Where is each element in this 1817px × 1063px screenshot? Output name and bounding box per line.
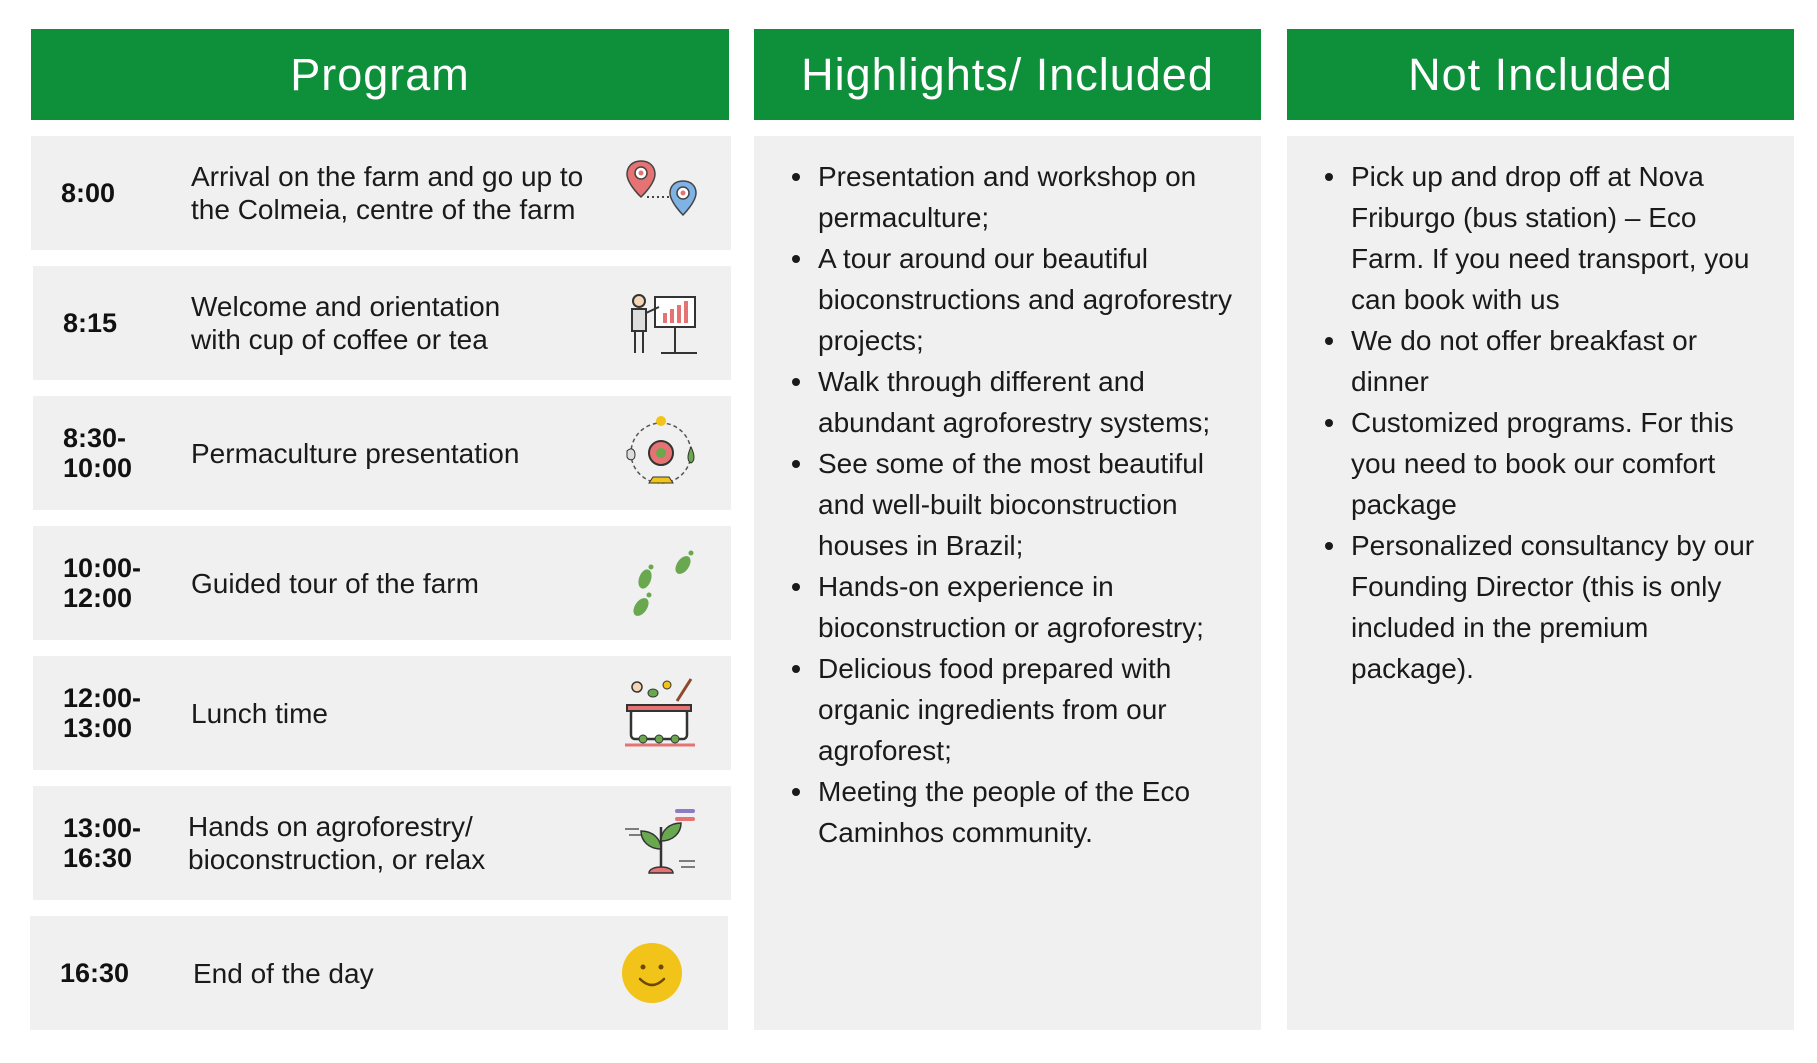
list-item: Customized programs. For this you need to book our comfort package: [1325, 402, 1774, 525]
smiley-face-icon: [612, 933, 692, 1013]
row-description: Lunch time: [191, 697, 328, 729]
row-description: Welcome and orientation with cup of coffee or tea: [191, 291, 501, 355]
not-included-panel: [1287, 136, 1794, 1030]
list-item: See some of the most beautiful and well-built bioconstruction houses in Brazil;: [792, 443, 1241, 566]
highlights-panel: [754, 136, 1261, 1030]
list-item: We do not offer breakfast or dinner: [1325, 320, 1774, 402]
program-row-1000: [33, 526, 731, 640]
list-item: Hands-on experience in bioconstruction or agroforestry;: [792, 566, 1241, 648]
row-description: Permaculture presentation: [191, 437, 520, 469]
cooking-pot-icon: [621, 673, 701, 753]
not-included-header-label: Not Included: [1408, 48, 1673, 100]
program-row-1300: [33, 786, 731, 900]
row-description: Arrival on the farm and go up to the Colmeia, centre of the farm: [191, 161, 584, 225]
list-item: Delicious food prepared with organic ingredients from our agroforest;: [792, 648, 1241, 771]
list-item: Pick up and drop off at Nova Friburgo (bus station) – Eco Farm. If you need transport, you can book with us: [1325, 156, 1774, 320]
not-included-list: [1325, 156, 1774, 689]
row-time: 12:00- 13:00: [63, 683, 142, 743]
footprints-icon: [621, 543, 701, 623]
permaculture-cycle-icon: [621, 413, 701, 493]
program-header: [31, 29, 729, 120]
row-time: 13:00- 16:30: [63, 813, 142, 873]
list-item: Personalized consultancy by our Founding Director (this is only included in the premium package).: [1325, 525, 1774, 689]
presentation-icon: [621, 283, 701, 363]
row-time: 8:15: [63, 308, 118, 338]
row-description: Guided tour of the farm: [191, 567, 479, 599]
row-description: Hands on agroforestry/ bioconstruction, or relax: [188, 811, 486, 875]
program-row-0815: [33, 266, 731, 380]
program-row-1200: [33, 656, 731, 770]
list-item: Meeting the people of the Eco Caminhos community.: [792, 771, 1241, 853]
highlights-header-label: Highlights/ Included: [801, 48, 1214, 100]
map-pins-icon: [621, 153, 701, 233]
program-row-1630: [30, 916, 728, 1030]
program-header-label: Program: [290, 48, 470, 100]
highlights-list: [792, 156, 1241, 853]
not-included-header: [1287, 29, 1794, 120]
row-time: 8:30- 10:00: [63, 423, 133, 483]
row-time: 8:00: [61, 178, 116, 208]
list-item: Walk through different and abundant agroforestry systems;: [792, 361, 1241, 443]
row-time: 10:00- 12:00: [63, 553, 142, 613]
list-item: A tour around our beautiful bioconstructions and agroforestry projects;: [792, 238, 1241, 361]
program-row-0800: [31, 136, 731, 250]
highlights-header: [754, 29, 1261, 120]
row-description: End of the day: [193, 957, 374, 989]
row-time: 16:30: [60, 958, 130, 988]
seedling-icon: [621, 803, 701, 883]
list-item: Presentation and workshop on permaculture;: [792, 156, 1241, 238]
program-row-0830: [33, 396, 731, 510]
